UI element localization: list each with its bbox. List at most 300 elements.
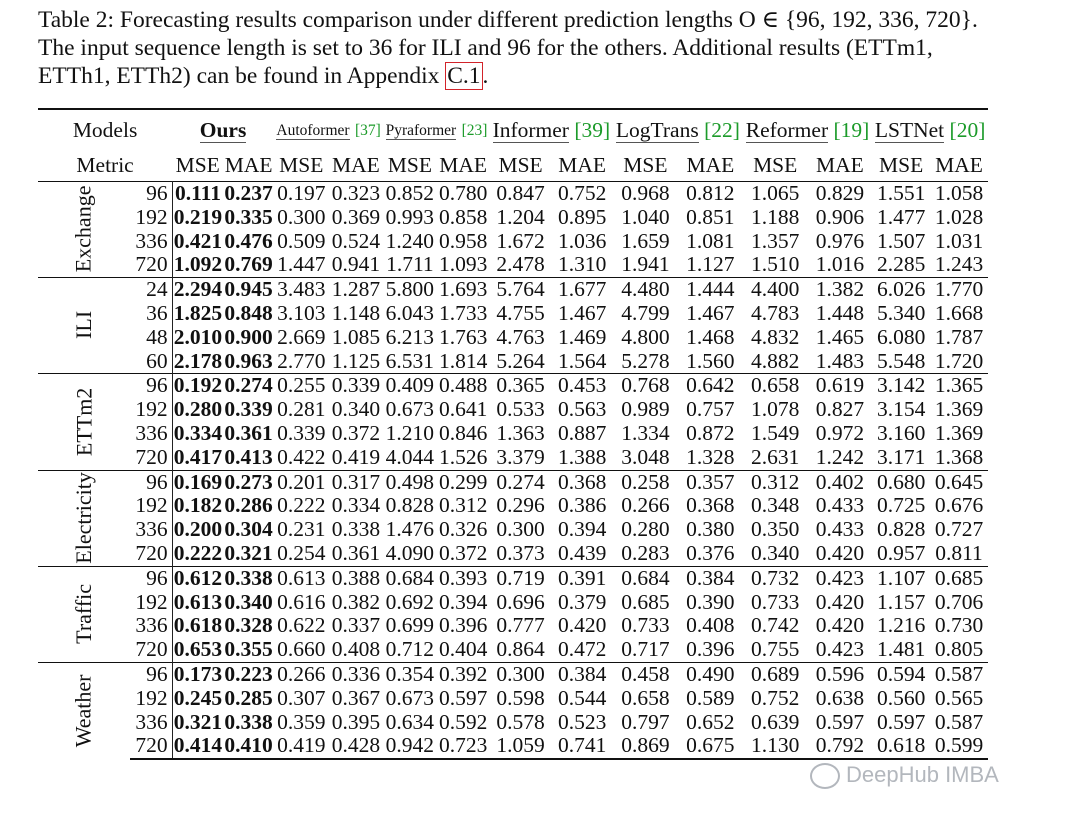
mse-cell: 0.712	[385, 637, 435, 662]
mse-cell: 3.154	[876, 397, 926, 422]
mae-cell: 0.730	[934, 613, 984, 638]
mae-cell: 0.642	[678, 374, 743, 398]
mse-cell: 2.178	[173, 348, 223, 373]
mae-cell: 0.741	[551, 734, 613, 759]
mse-cell: 0.266	[621, 493, 670, 518]
mse-cell: 3.048	[621, 444, 670, 469]
mae-cell: 1.287	[329, 278, 384, 302]
mae-cell: 0.390	[686, 589, 735, 614]
mae-cell: 0.286	[224, 493, 273, 518]
mse-cell: 0.417	[173, 444, 223, 469]
mse-cell: 0.533	[496, 397, 545, 422]
mse-cell: 4.480	[613, 278, 678, 302]
mse-cell: 5.548	[876, 348, 926, 373]
mae-cell: 1.368	[934, 444, 984, 469]
metric-header: MSE	[753, 153, 798, 177]
mse-cell: 0.847	[490, 182, 552, 206]
caption-line-2: The input sequence length is set to 36 for ILI and 96 for the others. Additional results (ETTm1,	[38, 35, 933, 61]
mae-cell: 0.223	[224, 661, 273, 686]
dataset-label	[38, 278, 130, 374]
table-row	[38, 711, 988, 735]
watermark-text: DeepHub IMBA	[846, 762, 999, 787]
table-row	[38, 687, 988, 711]
mae-cell: 0.645	[930, 470, 988, 494]
table-caption	[38, 6, 1048, 90]
dataset-name: Exchange	[70, 185, 96, 273]
table-row	[38, 206, 988, 230]
mae-cell: 0.490	[678, 662, 743, 686]
mae-cell: 1.465	[815, 324, 865, 349]
mae-cell: 0.652	[686, 709, 735, 734]
mse-cell: 0.365	[490, 374, 552, 398]
mse-cell: 0.699	[385, 613, 435, 638]
prediction-length: 192	[130, 494, 173, 518]
mse-cell: 0.618	[173, 613, 223, 638]
mse-cell: 0.989	[621, 397, 670, 422]
mse-cell: 4.800	[621, 324, 670, 349]
table-row	[38, 446, 988, 470]
mae-cell: 0.587	[934, 709, 984, 734]
mse-cell: 0.200	[173, 517, 223, 542]
metric-header: MAE	[935, 153, 983, 177]
mse-cell: 0.111	[172, 182, 223, 206]
mae-cell: 0.769	[224, 252, 273, 277]
models-label: Models	[38, 109, 172, 149]
mae-cell: 0.336	[329, 662, 384, 686]
mse-cell: 0.594	[872, 662, 930, 686]
mse-cell: 0.717	[621, 637, 670, 662]
mae-cell: 1.763	[438, 324, 488, 349]
mae-cell: 0.338	[224, 565, 273, 590]
mae-cell: 1.388	[557, 444, 607, 469]
mae-cell: 1.081	[686, 228, 735, 253]
mse-cell: 0.598	[496, 685, 545, 710]
mse-cell: 4.400	[743, 278, 808, 302]
mae-cell: 0.304	[224, 517, 273, 542]
table-row	[38, 734, 988, 759]
mse-cell: 1.481	[876, 637, 926, 662]
mae-cell: 0.706	[934, 589, 984, 614]
mse-cell: 0.498	[383, 470, 436, 494]
mae-cell: 1.148	[331, 300, 381, 325]
mae-cell: 1.125	[331, 348, 381, 373]
table-row	[38, 638, 988, 662]
mse-cell: 1.210	[385, 420, 435, 445]
mae-cell: 0.592	[438, 709, 488, 734]
mae-cell: 0.792	[808, 734, 873, 759]
mse-cell: 2.478	[496, 252, 545, 277]
mae-cell: 0.328	[224, 613, 273, 638]
mse-cell: 0.350	[750, 517, 800, 542]
mse-cell: 0.348	[750, 493, 800, 518]
citation-link[interactable]: [20]	[949, 117, 986, 142]
mae-cell: 1.242	[815, 444, 865, 469]
mse-cell: 0.334	[173, 420, 223, 445]
mse-cell: 0.752	[750, 685, 800, 710]
dataset-name: ILI	[70, 311, 96, 340]
model-name: LSTNet	[874, 117, 945, 142]
prediction-length: 96	[130, 566, 173, 590]
dataset-label	[38, 374, 130, 470]
mse-cell: 0.689	[743, 662, 808, 686]
mae-cell: 1.814	[438, 348, 488, 373]
mse-cell: 0.222	[173, 540, 223, 565]
prediction-length: 720	[130, 253, 173, 277]
mse-cell: 0.307	[277, 685, 326, 710]
dataset-label	[38, 182, 130, 278]
mse-cell: 0.222	[277, 493, 326, 518]
mae-cell: 0.599	[930, 734, 988, 759]
mse-cell: 0.359	[277, 709, 326, 734]
mae-cell: 0.851	[686, 204, 735, 229]
caption-line-3-end: .	[482, 63, 489, 89]
mse-cell: 5.800	[383, 278, 436, 302]
mae-cell: 0.963	[224, 348, 273, 373]
metric-header: MAE	[332, 153, 380, 177]
mse-cell: 3.142	[872, 374, 930, 398]
mae-cell: 0.413	[224, 444, 273, 469]
mae-cell: 0.384	[551, 662, 613, 686]
mse-cell: 0.658	[621, 685, 670, 710]
mae-cell: 0.727	[934, 517, 984, 542]
mse-cell: 0.993	[385, 204, 435, 229]
mse-cell: 0.231	[277, 517, 326, 542]
mae-cell: 0.394	[438, 589, 488, 614]
mse-cell: 0.281	[277, 397, 326, 422]
mse-cell: 1.659	[621, 228, 670, 253]
mae-cell: 0.384	[678, 566, 743, 590]
mae-cell: 0.420	[815, 613, 865, 638]
dataset-label	[38, 662, 130, 759]
mse-cell: 0.634	[385, 709, 435, 734]
mse-cell: 0.797	[621, 709, 670, 734]
mae-cell: 0.368	[551, 470, 613, 494]
citation-link[interactable]: [23]	[461, 122, 488, 139]
mae-cell: 0.355	[224, 637, 273, 662]
mse-cell: 6.080	[876, 324, 926, 349]
mse-cell: 0.201	[274, 470, 329, 494]
mse-cell: 0.684	[613, 566, 678, 590]
mae-cell: 1.720	[934, 348, 984, 373]
mae-cell: 0.472	[557, 637, 607, 662]
mae-cell: 0.340	[224, 589, 273, 614]
mae-cell: 1.328	[686, 444, 735, 469]
prediction-length: 192	[130, 591, 173, 615]
dataset-name: ETTm2	[70, 387, 96, 456]
prediction-length: 24	[130, 278, 173, 302]
mae-cell: 0.439	[557, 540, 607, 565]
mse-cell: 0.685	[621, 589, 670, 614]
mae-cell: 1.733	[438, 300, 488, 325]
mae-cell: 0.392	[437, 662, 490, 686]
mae-cell: 0.587	[930, 662, 988, 686]
mae-cell: 0.379	[557, 589, 607, 614]
mse-cell: 0.828	[876, 517, 926, 542]
mse-cell: 5.264	[496, 348, 545, 373]
mae-cell: 0.410	[224, 733, 273, 758]
mae-cell: 0.285	[224, 685, 273, 710]
mae-cell: 1.564	[557, 348, 607, 373]
watermark	[810, 762, 999, 789]
prediction-length: 96	[130, 662, 173, 686]
mae-cell: 1.468	[686, 324, 735, 349]
mae-cell: 1.668	[934, 300, 984, 325]
mae-cell: 0.941	[331, 252, 381, 277]
mse-cell: 0.409	[383, 374, 436, 398]
table-row	[38, 253, 988, 277]
mse-cell: 0.339	[277, 420, 326, 445]
mae-cell: 0.419	[331, 444, 381, 469]
table-row	[38, 566, 988, 590]
mse-cell: 0.354	[383, 662, 436, 686]
mse-cell: 4.755	[496, 300, 545, 325]
mse-cell: 4.044	[385, 444, 435, 469]
mae-cell: 0.334	[331, 493, 381, 518]
metric-header: MSE	[387, 153, 432, 177]
mse-cell: 6.531	[385, 348, 435, 373]
mae-cell: 0.420	[557, 613, 607, 638]
prediction-length: 720	[130, 734, 173, 759]
mae-cell: 0.752	[551, 182, 613, 206]
appendix-link[interactable]: C.1	[447, 63, 481, 89]
metric-header: MAE	[224, 153, 273, 177]
mse-cell: 3.379	[496, 444, 545, 469]
mse-cell: 1.078	[750, 397, 800, 422]
citation-link[interactable]: [37]	[354, 122, 381, 139]
mae-cell: 0.887	[557, 420, 607, 445]
mse-cell: 1.363	[496, 420, 545, 445]
mse-cell: 1.510	[750, 252, 800, 277]
mae-cell: 0.396	[686, 637, 735, 662]
mae-cell: 0.827	[815, 397, 865, 422]
model-name: Reformer	[745, 117, 829, 142]
prediction-length: 192	[130, 687, 173, 711]
prediction-length: 192	[130, 398, 173, 422]
mae-cell: 0.976	[815, 228, 865, 253]
mae-cell: 0.273	[224, 469, 273, 494]
mse-cell: 4.832	[750, 324, 800, 349]
prediction-length: 96	[130, 182, 173, 206]
mae-cell: 0.321	[224, 540, 273, 565]
prediction-length: 96	[130, 470, 173, 494]
caption-line-3-text: ETTh1, ETTh2) can be found in Appendix	[38, 63, 446, 89]
table-row	[38, 591, 988, 615]
mse-cell: 0.280	[621, 517, 670, 542]
prediction-length: 336	[130, 230, 173, 254]
mae-cell: 1.016	[815, 252, 865, 277]
mae-cell: 0.402	[808, 470, 873, 494]
mae-cell: 0.382	[331, 589, 381, 614]
mse-cell: 0.458	[613, 662, 678, 686]
mse-cell: 0.612	[173, 565, 223, 590]
mae-cell: 1.369	[934, 397, 984, 422]
mse-cell: 4.882	[750, 348, 800, 373]
mae-cell: 0.780	[437, 182, 490, 206]
mae-cell: 0.361	[224, 420, 273, 445]
mae-cell: 0.361	[331, 540, 381, 565]
mae-cell: 0.619	[808, 374, 873, 398]
table-row	[38, 326, 988, 350]
table-row	[38, 470, 988, 494]
mse-cell: 3.103	[277, 300, 326, 325]
mae-cell: 0.388	[329, 566, 384, 590]
model-header	[274, 109, 383, 149]
mse-cell: 1.240	[385, 228, 435, 253]
mae-cell: 0.391	[551, 566, 613, 590]
mse-cell: 3.160	[876, 420, 926, 445]
mse-cell: 0.660	[277, 637, 326, 662]
mse-cell: 0.182	[173, 493, 223, 518]
mae-cell: 0.404	[438, 637, 488, 662]
mse-cell: 0.422	[277, 444, 326, 469]
mse-cell: 1.204	[496, 204, 545, 229]
caption-line-3	[38, 62, 1048, 90]
table-row	[38, 350, 988, 374]
mae-cell: 1.369	[934, 420, 984, 445]
model-name: Informer	[492, 117, 569, 142]
table-row	[38, 518, 988, 542]
mse-cell: 0.673	[385, 685, 435, 710]
mae-cell: 0.340	[331, 397, 381, 422]
mae-cell: 0.524	[331, 228, 381, 253]
mse-cell: 0.192	[173, 373, 223, 398]
mae-cell: 0.565	[934, 685, 984, 710]
mae-cell: 1.467	[557, 300, 607, 325]
mae-cell: 0.812	[678, 182, 743, 206]
mse-cell: 0.957	[876, 540, 926, 565]
mse-cell: 0.280	[173, 397, 223, 422]
mae-cell: 0.394	[557, 517, 607, 542]
mse-cell: 4.763	[496, 324, 545, 349]
mse-cell: 0.658	[743, 374, 808, 398]
header-metric-row	[38, 149, 988, 182]
mse-cell: 0.653	[173, 637, 223, 662]
mse-cell: 0.639	[750, 709, 800, 734]
mae-cell: 0.829	[808, 182, 873, 206]
mae-cell: 0.428	[329, 734, 384, 759]
mae-cell: 0.589	[686, 685, 735, 710]
prediction-length: 720	[130, 638, 173, 662]
mae-cell: 0.335	[224, 204, 273, 229]
mae-cell: 0.386	[557, 493, 607, 518]
mse-cell: 0.864	[496, 637, 545, 662]
table-row	[38, 302, 988, 326]
table-row	[38, 230, 988, 254]
mae-cell: 0.339	[224, 397, 273, 422]
mae-cell: 0.433	[815, 493, 865, 518]
mae-cell: 0.488	[437, 374, 490, 398]
mse-cell: 1.477	[876, 204, 926, 229]
metric-header: MAE	[686, 153, 735, 177]
citation-link[interactable]: [39]	[574, 117, 611, 142]
mae-cell: 0.972	[815, 420, 865, 445]
mse-cell: 5.764	[490, 278, 552, 302]
table-row	[38, 182, 988, 206]
mae-cell: 0.958	[438, 228, 488, 253]
mae-cell: 0.563	[557, 397, 607, 422]
mse-cell: 5.278	[621, 348, 670, 373]
mae-cell: 0.685	[930, 566, 988, 590]
mae-cell: 1.677	[551, 278, 613, 302]
dataset-name: Traffic	[70, 583, 96, 644]
mae-cell: 0.757	[686, 397, 735, 422]
mse-cell: 0.597	[876, 709, 926, 734]
mae-cell: 1.526	[438, 444, 488, 469]
citation-link[interactable]: [19]	[833, 117, 870, 142]
mae-cell: 0.408	[686, 613, 735, 638]
mse-cell: 1.334	[621, 420, 670, 445]
mae-cell: 0.274	[224, 373, 273, 398]
mse-cell: 0.616	[277, 589, 326, 614]
mse-cell: 0.169	[173, 469, 223, 494]
model-name: Pyraformer	[385, 122, 457, 139]
citation-link[interactable]: [22]	[704, 117, 740, 142]
mse-cell: 2.770	[277, 348, 326, 373]
mae-cell: 0.299	[437, 470, 490, 494]
mse-cell: 1.941	[621, 252, 670, 277]
mae-cell: 0.846	[438, 420, 488, 445]
mse-cell: 0.414	[173, 733, 223, 758]
mae-cell: 1.093	[438, 252, 488, 277]
mae-cell: 0.396	[438, 613, 488, 638]
mse-cell: 0.300	[277, 204, 326, 229]
table-row	[38, 542, 988, 566]
mse-cell: 1.672	[496, 228, 545, 253]
mse-cell: 1.447	[277, 252, 326, 277]
mae-cell: 0.423	[815, 637, 865, 662]
model-header	[613, 109, 743, 149]
caption-line-1: Table 2: Forecasting results comparison under different prediction lengths O ∈ {96, 192, 336, 720}.	[38, 7, 978, 33]
table-row	[38, 662, 988, 686]
mae-cell: 0.420	[815, 589, 865, 614]
mae-cell: 0.723	[437, 734, 490, 759]
mse-cell: 0.828	[385, 493, 435, 518]
mse-cell: 1.092	[173, 252, 223, 277]
mae-cell: 0.376	[686, 540, 735, 565]
prediction-length: 192	[130, 206, 173, 230]
mse-cell: 2.010	[173, 324, 223, 349]
mae-cell: 0.805	[934, 637, 984, 662]
mse-cell: 0.283	[621, 540, 670, 565]
mse-cell: 0.578	[496, 709, 545, 734]
mae-cell: 0.367	[331, 685, 381, 710]
table-row	[38, 278, 988, 302]
prediction-length: 336	[130, 518, 173, 542]
mse-cell: 0.968	[613, 182, 678, 206]
mse-cell: 0.777	[496, 613, 545, 638]
mse-cell: 3.171	[876, 444, 926, 469]
mse-cell: 3.483	[274, 278, 329, 302]
mae-cell: 0.339	[329, 374, 384, 398]
model-header	[743, 109, 872, 149]
mse-cell: 0.613	[173, 589, 223, 614]
mse-cell: 0.373	[496, 540, 545, 565]
mae-cell: 0.338	[224, 709, 273, 734]
header-models-row	[38, 109, 988, 149]
dataset-label	[38, 566, 130, 662]
mse-cell: 0.173	[173, 661, 223, 686]
mse-cell: 2.631	[750, 444, 800, 469]
mae-cell: 0.597	[438, 685, 488, 710]
mse-cell: 4.799	[621, 300, 670, 325]
mse-cell: 0.852	[383, 182, 436, 206]
mse-cell: 1.476	[385, 517, 435, 542]
mse-cell: 1.130	[743, 734, 808, 759]
mae-cell: 0.326	[438, 517, 488, 542]
mae-cell: 0.357	[678, 470, 743, 494]
table-row	[38, 494, 988, 518]
mse-cell: 0.300	[490, 662, 552, 686]
